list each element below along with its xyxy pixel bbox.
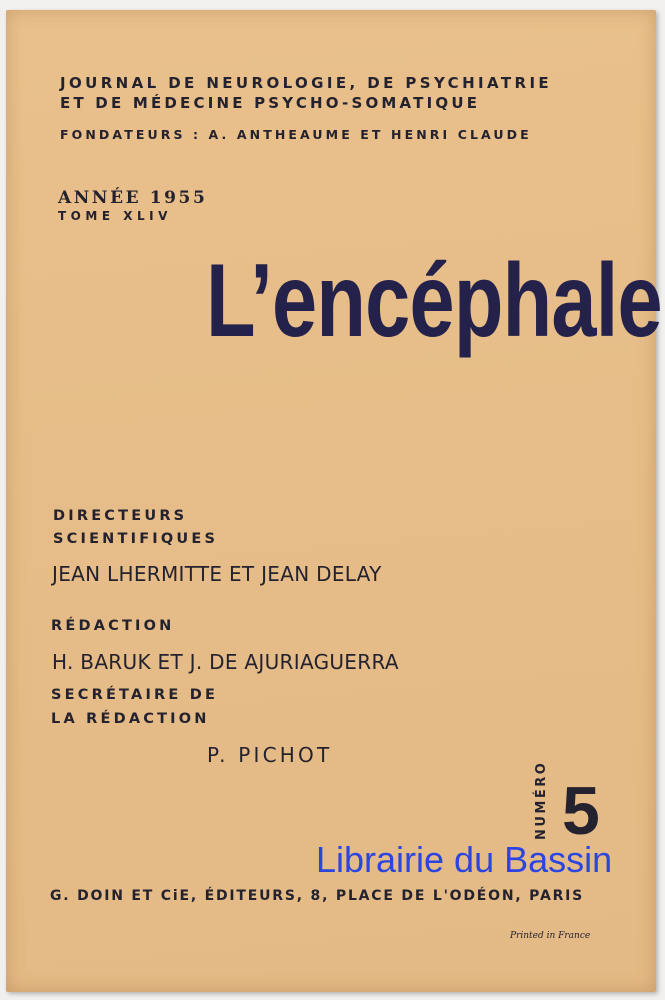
journal-subtitle-line-1: JOURNAL DE NEUROLOGIE, DE PSYCHIATRIE bbox=[60, 74, 553, 92]
issue-year: ANNÉE 1955 bbox=[58, 188, 208, 208]
directors-names: JEAN LHERMITTE ET JEAN DELAY bbox=[52, 562, 382, 586]
redaction-names: H. BARUK ET J. DE AJURIAGUERRA bbox=[52, 650, 399, 674]
bookseller-watermark: Librairie du Bassin bbox=[316, 839, 613, 880]
redaction-label: RÉDACTION bbox=[51, 618, 175, 634]
founders-line: FONDATEURS : A. ANTHEAUME ET HENRI CLAUDE bbox=[60, 127, 532, 142]
cover-title: L’encéphale bbox=[206, 243, 662, 359]
secretary-label-line-1: SECRÉTAIRE DE bbox=[51, 687, 219, 703]
magazine-cover bbox=[6, 10, 662, 992]
journal-subtitle-line-2: ET DE MÉDECINE PSYCHO-SOMATIQUE bbox=[60, 94, 481, 112]
directors-label-line-2: SCIENTIFIQUES bbox=[53, 531, 219, 547]
secretary-name: P. PICHOT bbox=[207, 743, 333, 767]
secretary-label-line-2: LA RÉDACTION bbox=[51, 711, 210, 727]
directors-label-line-1: DIRECTEURS bbox=[53, 508, 188, 524]
numero-label: NUMÉRO bbox=[534, 760, 549, 840]
printed-in-france: Printed in France bbox=[510, 931, 591, 941]
issue-tome: TOME XLIV bbox=[58, 209, 172, 223]
publisher-line: G. DOIN ET CiE, ÉDITEURS, 8, PLACE DE L'ODÉON, PARIS bbox=[50, 888, 585, 904]
numero-value: 5 bbox=[562, 773, 600, 849]
